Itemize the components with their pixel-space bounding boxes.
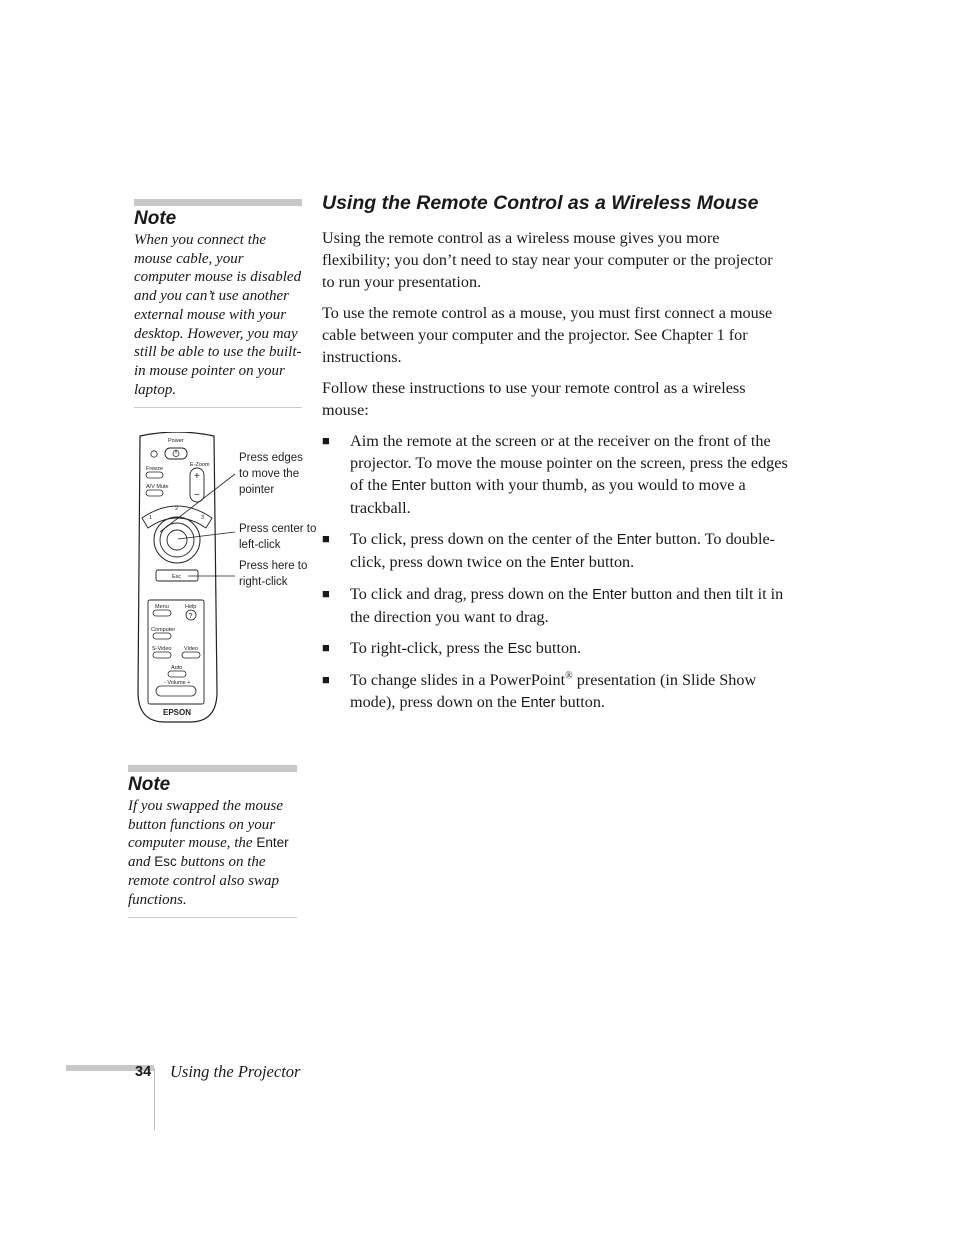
power-label: Power <box>168 438 184 444</box>
note-box-mouse-cable <box>134 199 302 408</box>
note-title: Note <box>128 774 171 795</box>
auto-label: Auto <box>171 665 183 671</box>
registered-mark: ® <box>565 670 573 682</box>
list-item-text: button. To double-click, press down twice on the <box>350 530 776 571</box>
key-enter: Enter <box>256 835 289 851</box>
main-content <box>322 190 788 723</box>
list-item-text: button. <box>555 693 605 711</box>
epson-logo: EPSON <box>163 708 192 717</box>
note-bottom-rule <box>128 917 297 918</box>
note-box-swapped-buttons <box>128 765 297 918</box>
bullet-marker: ■ <box>322 433 330 448</box>
key-enter: Enter <box>616 532 652 548</box>
footer-divider <box>154 1068 155 1130</box>
paragraph-connect-cable: To use the remote control as a mouse, you must first connect a mouse cable between your computer and the projector. See Chapter 1 for instructions. <box>322 304 773 366</box>
list-item-text: button with your thumb, as you would to move a trackball. <box>350 476 746 517</box>
note-text-part: If you swapped the mouse button functions on your computer mouse, the <box>128 798 283 852</box>
bullet-marker: ■ <box>322 672 330 687</box>
instruction-list <box>322 430 788 714</box>
list-item <box>322 637 788 660</box>
remote-control-illustration <box>128 432 320 727</box>
list-item-text: button. <box>584 553 635 571</box>
svideo-label: S-Video <box>152 646 172 652</box>
list-item-text: To change slides in a PowerPoint <box>350 671 566 689</box>
ezoom-label: E-Zoom <box>190 462 210 468</box>
list-item-text: To right-click, press the <box>350 639 508 657</box>
note-bottom-rule <box>134 407 302 408</box>
list-item <box>322 583 788 628</box>
callout-press-center: Press center to left-click <box>239 523 317 551</box>
paragraph-intro: Using the remote control as a wireless mouse gives you more flexibility; you don’t need to stay near your computer or the projector to run your presentation. <box>322 229 773 291</box>
esc-label: Esc <box>172 574 182 580</box>
note-text <box>128 797 297 909</box>
menu-label: Menu <box>155 604 169 610</box>
note-text-part: and <box>128 854 155 871</box>
list-item-text: button. <box>531 639 582 657</box>
bullet-marker: ■ <box>322 531 330 546</box>
help-symbol: ? <box>188 613 193 620</box>
note-title: Note <box>134 208 177 229</box>
callout-press-edges: Press edges to move the pointer <box>239 452 303 496</box>
key-esc: Esc <box>154 854 177 870</box>
list-item-text: button and then tilt it in the direction you want to drag. <box>350 585 784 626</box>
list-item <box>322 669 788 714</box>
key-enter: Enter <box>391 478 427 494</box>
list-item <box>322 430 788 519</box>
footer-section-title: Using the Projector <box>170 1062 301 1081</box>
list-item-text: To click and drag, press down on the <box>350 585 593 603</box>
note-text: When you connect the mouse cable, your computer mouse is disabled and you can’t use another external mouse with your desktop. However, you may still be able to use the built-in mouse pointer on your laptop. <box>134 232 302 398</box>
num1: 1 <box>149 515 153 521</box>
key-esc: Esc <box>507 641 532 657</box>
ezoom-plus: + <box>194 471 200 482</box>
bullet-marker: ■ <box>322 640 330 655</box>
list-item-text: Aim the remote at the screen or at the receiver on the front of the projector. To move the mouse pointer on the screen, press the edges of the <box>350 432 788 494</box>
list-item-text: To click, press down on the center of the <box>350 530 617 548</box>
key-enter: Enter <box>592 587 627 603</box>
list-item <box>322 528 788 574</box>
key-enter: Enter <box>550 555 585 571</box>
callout-press-right-click: Press here to right-click <box>239 560 308 588</box>
list-item-text: presentation (in Slide Show mode), press down on the <box>350 671 757 711</box>
ezoom-minus: − <box>194 490 200 501</box>
help-label: Help <box>185 604 197 610</box>
section-heading: Using the Remote Control as a Wireless Mouse <box>322 192 759 214</box>
note-top-bar <box>128 765 297 772</box>
num3: 3 <box>201 515 205 521</box>
note-top-bar <box>134 199 302 206</box>
freeze-label: Freeze <box>146 466 164 472</box>
video-label: Video <box>184 646 198 652</box>
page-number: 34 <box>135 1064 152 1080</box>
bullet-marker: ■ <box>322 586 330 601</box>
paragraph-follow-instructions: Follow these instructions to use your remote control as a wireless mouse: <box>322 379 746 419</box>
volume-label: - Volume + <box>164 680 191 686</box>
note-text-part: buttons on the remote control also swap functions. <box>128 854 279 908</box>
key-enter: Enter <box>520 695 556 711</box>
avmute-label: A/V Mute <box>146 484 169 490</box>
computer-label: Computer <box>151 627 176 633</box>
num2: 2 <box>175 506 179 512</box>
